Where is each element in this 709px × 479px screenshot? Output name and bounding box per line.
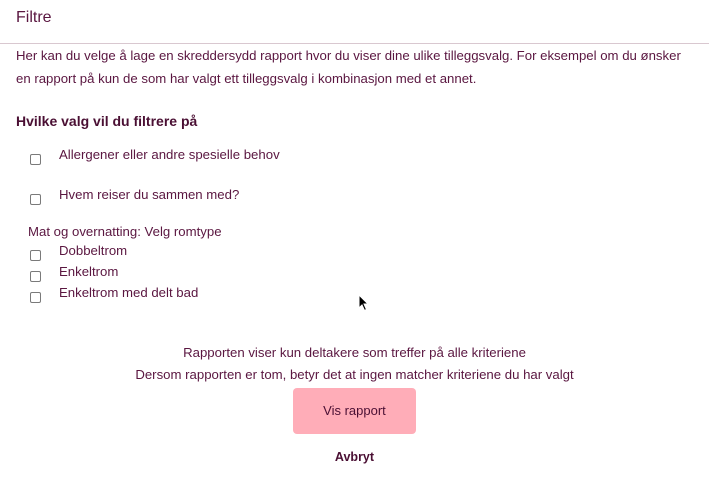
checkbox-dobbeltrom[interactable] bbox=[30, 250, 41, 261]
note-line-2: Dersom rapporten er tom, betyr det at ingen matcher kriteriene du har valgt bbox=[135, 366, 574, 382]
primary-button-wrap bbox=[16, 388, 693, 434]
note-line-1: Rapporten viser kun deltakere som treffer på alle kriteriene bbox=[183, 345, 526, 360]
option-enkeltrom-delt-bad[interactable] bbox=[16, 287, 693, 307]
option-label: Dobbeltrom bbox=[59, 243, 128, 258]
room-type-group-label: Mat og overnatting: Velg romtype bbox=[28, 224, 222, 239]
dialog-title: Filtre bbox=[16, 9, 52, 26]
option-dobbeltrom[interactable] bbox=[16, 245, 693, 265]
mouse-cursor-icon bbox=[358, 294, 370, 312]
cancel-link[interactable]: Avbryt bbox=[334, 450, 375, 464]
checkbox-allergener[interactable] bbox=[30, 154, 41, 165]
intro-line-2: en rapport på kun de som har valgt ett tilleggsvalg i kombinasjon med et annet. bbox=[16, 70, 477, 86]
option-enkeltrom[interactable] bbox=[16, 266, 693, 286]
checkbox-enkeltrom-delt-bad[interactable] bbox=[30, 292, 41, 303]
report-notes bbox=[16, 342, 693, 385]
checkbox-enkeltrom[interactable] bbox=[30, 271, 41, 282]
option-label: Hvem reiser du sammen med? bbox=[59, 187, 240, 202]
intro-text bbox=[16, 45, 693, 90]
checkbox-hvem-reiser[interactable] bbox=[30, 194, 41, 205]
show-report-button[interactable]: Vis rapport bbox=[293, 388, 416, 434]
dialog-header bbox=[0, 0, 709, 44]
option-label: Allergener eller andre spesielle behov bbox=[59, 147, 280, 162]
intro-line-1: Her kan du velge å lage en skreddersydd rapport hvor du viser dine ulike tilleggsvalg. For eksempel om du ønsker bbox=[16, 48, 681, 63]
filter-section-title: Hvilke valg vil du filtrere på bbox=[16, 113, 198, 129]
option-allergener[interactable] bbox=[16, 147, 693, 167]
option-label: Enkeltrom med delt bad bbox=[59, 285, 199, 300]
option-label: Enkeltrom bbox=[59, 264, 119, 279]
filter-content bbox=[0, 45, 709, 464]
option-hvem-reiser[interactable] bbox=[16, 187, 693, 207]
